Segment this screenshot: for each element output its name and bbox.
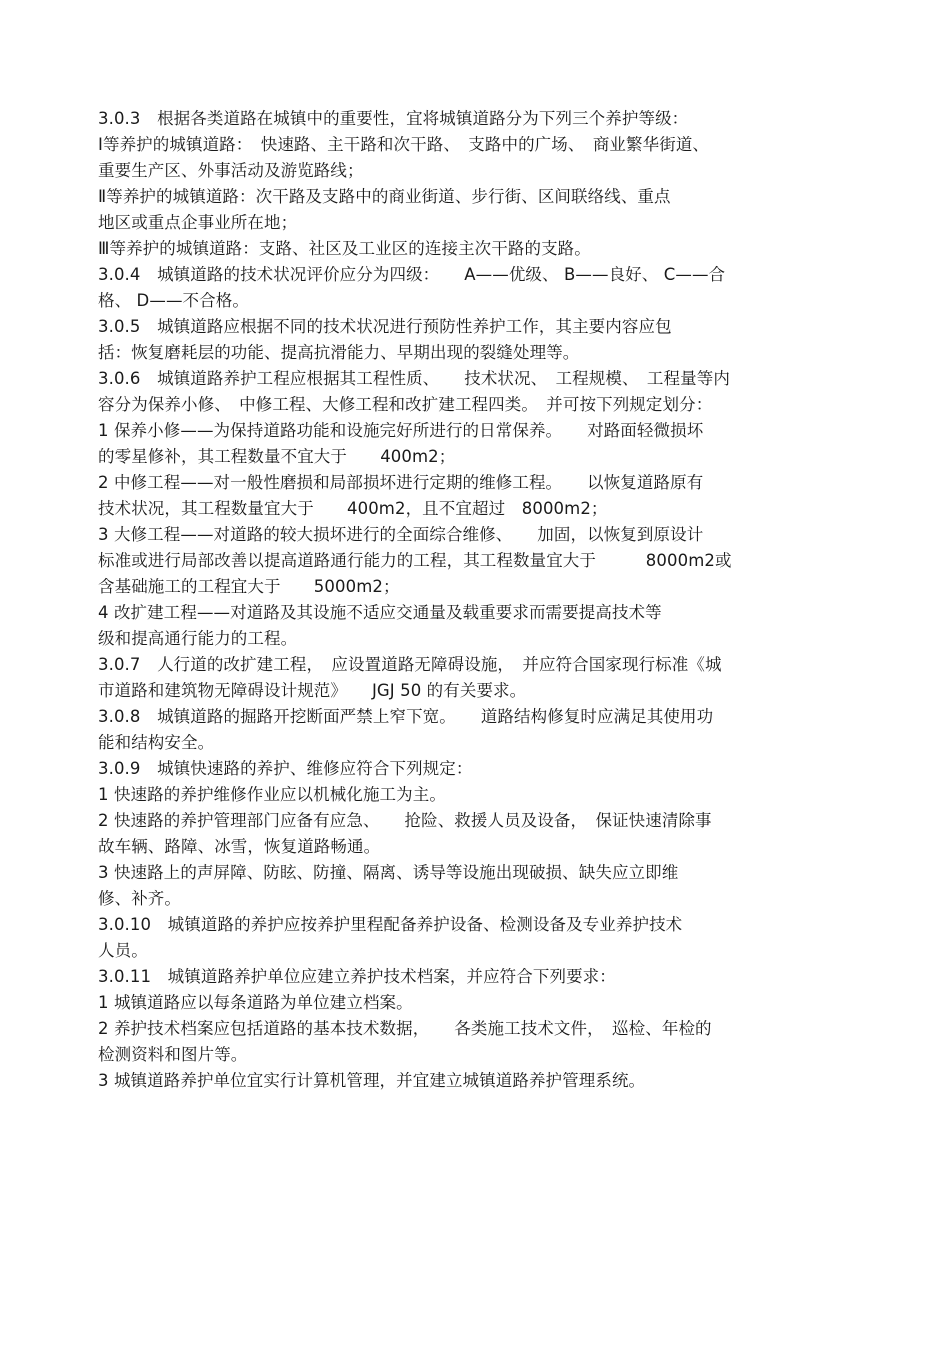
text-line: 故车辆、路障、冰雪，恢复道路畅通。 [98, 837, 381, 856]
text-line: 1 保养小修——为保持道路功能和设施完好所进行的日常保养。 对路面轻微损坏 [98, 421, 704, 440]
text-line: 括：恢复磨耗层的功能、提高抗滑能力、早期出现的裂缝处理等。 [98, 343, 580, 362]
text-line: 2 中修工程——对一般性磨损和局部损坏进行定期的维修工程。 以恢复道路原有 [98, 473, 704, 492]
text-line: 3 城镇道路养护单位宜实行计算机管理，并宜建立城镇道路养护管理系统。 [98, 1071, 646, 1090]
text-line: 格、 D——不合格。 [98, 291, 249, 310]
text-line: 3 大修工程——对道路的较大损坏进行的全面综合维修、 加固，以恢复到原设计 [98, 525, 704, 544]
text-line: 1 快速路的养护维修作业应以机械化施工为主。 [98, 785, 446, 804]
text-line: 能和结构安全。 [98, 733, 215, 752]
text-line: 级和提高通行能力的工程。 [98, 629, 298, 648]
text-line: 修、补齐。 [98, 889, 181, 908]
text-line: Ⅱ等养护的城镇道路：次干路及支路中的商业街道、步行街、区间联络线、重点 [98, 187, 671, 206]
text-line: 3.0.11 城镇道路养护单位应建立养护技术档案，并应符合下列要求： [98, 967, 616, 986]
document-body [98, 106, 778, 1094]
text-line: 3.0.6 城镇道路养护工程应根据其工程性质、 技术状况、 工程规模、 工程量等内 [98, 369, 730, 388]
text-line: Ⅲ等养护的城镇道路：支路、社区及工业区的连接主次干路的支路。 [98, 239, 591, 258]
text-line: 标准或进行局部改善以提高道路通行能力的工程，其工程数量宜大于 8000m2或 [98, 551, 732, 570]
text-line: 2 快速路的养护管理部门应备有应急、 抢险、救援人员及设备， 保证快速清除事 [98, 811, 712, 830]
text-line: 检测资料和图片等。 [98, 1045, 248, 1064]
text-line: 技术状况，其工程数量宜大于 400m2，且不宜超过 8000m2； [98, 499, 608, 518]
text-line: 3.0.8 城镇道路的掘路开挖断面严禁上窄下宽。 道路结构修复时应满足其使用功 [98, 707, 714, 726]
text-line: 含基础施工的工程宜大于 5000m2； [98, 577, 400, 596]
text-line: 3.0.4 城镇道路的技术状况评价应分为四级： A——优级、 B——良好、 C——合 [98, 265, 726, 284]
text-line: Ⅰ等养护的城镇道路： 快速路、主干路和次干路、 支路中的广场、 商业繁华街道、 [98, 135, 710, 154]
text-line: 3.0.7 人行道的改扩建工程， 应设置道路无障碍设施， 并应符合国家现行标准《城 [98, 655, 722, 674]
text-line: 3 快速路上的声屏障、防眩、防撞、隔离、诱导等设施出现破损、缺失应立即维 [98, 863, 679, 882]
text-line: 1 城镇道路应以每条道路为单位建立档案。 [98, 993, 413, 1012]
text-line: 人员。 [98, 941, 148, 960]
text-line: 3.0.9 城镇快速路的养护、维修应符合下列规定： [98, 759, 473, 778]
text-line: 3.0.3 根据各类道路在城镇中的重要性，宜将城镇道路分为下列三个养护等级： [98, 109, 689, 128]
text-line: 2 养护技术档案应包括道路的基本技术数据， 各类施工技术文件， 巡检、年检的 [98, 1019, 712, 1038]
text-line: 的零星修补，其工程数量不宜大于 400m2； [98, 447, 456, 466]
text-line: 3.0.5 城镇道路应根据不同的技术状况进行预防性养护工作，其主要内容应包 [98, 317, 672, 336]
text-line: 4 改扩建工程——对道路及其设施不适应交通量及载重要求而需要提高技术等 [98, 603, 662, 622]
text-line: 市道路和建筑物无障碍设计规范》 JGJ 50 的有关要求。 [98, 681, 527, 700]
text-line: 地区或重点企事业所在地； [98, 213, 298, 232]
text-line: 重要生产区、外事活动及游览路线； [98, 161, 364, 180]
text-line: 3.0.10 城镇道路的养护应按养护里程配备养护设备、检测设备及专业养护技术 [98, 915, 683, 934]
text-line: 容分为保养小修、 中修工程、大修工程和改扩建工程四类。 并可按下列规定划分： [98, 395, 713, 414]
